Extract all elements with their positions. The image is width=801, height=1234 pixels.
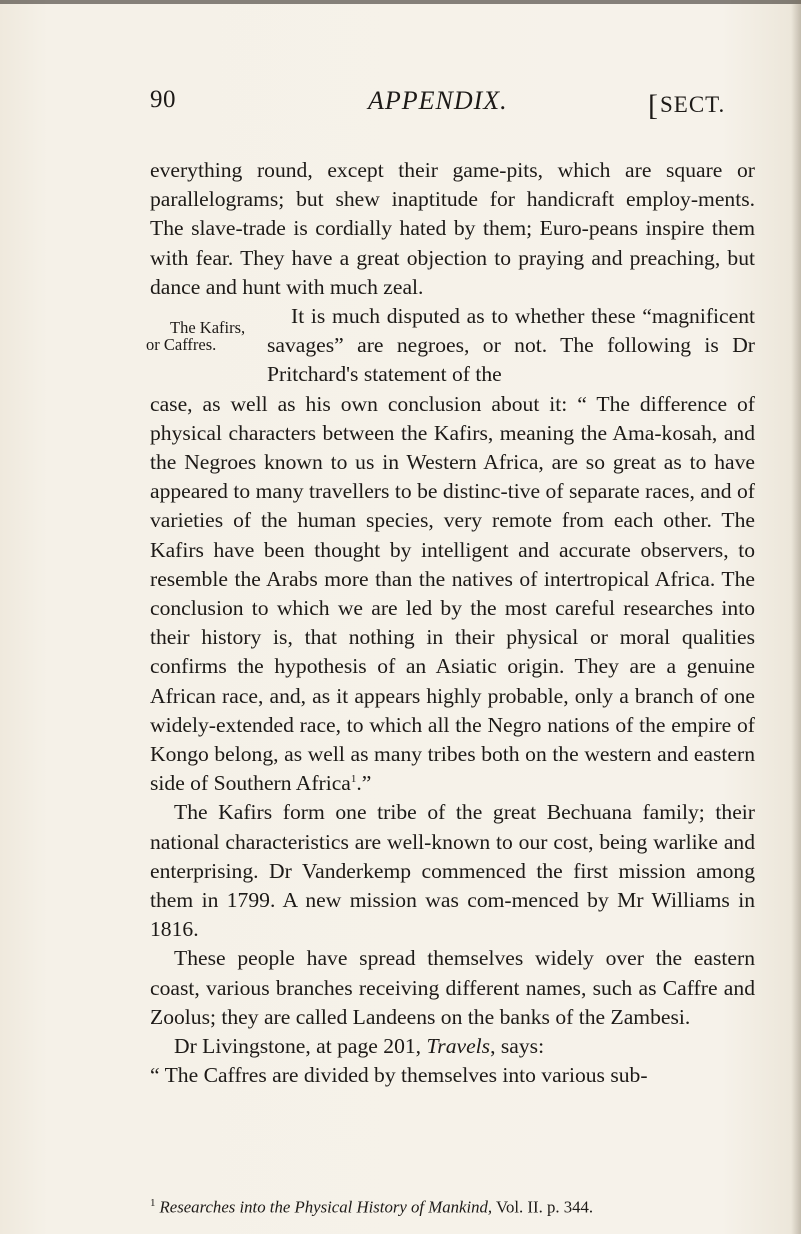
paragraph-3: The Kafirs form one tribe of the great Bechuana family; their national characteristics are well-known to our cost, being warlike and enterprising. Dr Vanderkemp commenced the first mission among them in 1799. A new mission was com-menced by Mr Williams in 1816. xyxy=(150,800,755,942)
section-text: SECT. xyxy=(660,92,726,117)
side-note: The Kafirs, or Caffres. xyxy=(146,318,246,355)
paragraph-2-marginal xyxy=(146,302,755,390)
paragraph-5 xyxy=(150,1032,755,1061)
paragraph-2-end: .” xyxy=(356,771,372,796)
page-number: 90 xyxy=(150,86,176,113)
footnote-mark: 1 xyxy=(150,1197,156,1209)
paragraph-5-title: Travels xyxy=(426,1034,491,1059)
footnote xyxy=(150,1192,755,1219)
footnote-rest: Vol. II. p. 344. xyxy=(492,1197,594,1217)
paragraph-6: “ The Caffres are divided by themselves into various sub- xyxy=(150,1063,648,1088)
paragraph-1: everything round, except their game-pits, which are square or parallelograms; but shew inaptitude for handicraft employ-ments. The slave-trade is cordially hated by them; Euro-peans inspire them with fear. They have a great objection to praying and preaching, but dance and hunt with much zeal. xyxy=(150,158,755,299)
paragraph-2-marginal-text: It is much disputed as to whether these “magnificent savages” are negroes, or not. The following is Dr Pritchard's statement of the xyxy=(267,304,755,387)
page-header xyxy=(150,86,740,126)
page-top-edge xyxy=(0,0,801,4)
paragraph-2-text: case, as well as his own conclusion about it: “ The difference of physical characters between the Kafirs, meaning the Ama-kosah, and the Negroes known to us in Western Africa, are so great as to have appeared to many travellers to be distinc-tive of separate races, and of varieties of the human species, very remote from each other. The Kafirs have been thought by intelligent and accurate observers, to resemble the Arabs more than the natives of intertropical Africa. The conclusion to which we are led by the most careful researches into their history is, that nothing in their physical or moral qualities confirms the hypothesis of an Asiatic origin. They are a genuine African race, and, as it appears highly probable, only a branch of one widely-extended race, to which all the Negro nations of the empire of Kongo belong, as well as many tribes both on the western and eastern side of Southern Africa xyxy=(150,391,755,796)
section-label xyxy=(648,86,725,120)
footnote-reference: 1 xyxy=(350,773,357,786)
body-text xyxy=(146,156,755,1091)
paragraph-5-end: , says: xyxy=(490,1034,545,1059)
section-bracket: [ xyxy=(648,89,659,122)
page-right-edge xyxy=(791,0,801,1234)
paragraph-2 xyxy=(150,390,755,799)
paragraph-5-start: Dr Livingstone, at page 201, xyxy=(174,1034,427,1059)
footnote-title: Researches into the Physical History of Mankind, xyxy=(159,1197,493,1217)
running-head: APPENDIX. xyxy=(368,86,508,115)
paragraph-4: These people have spread themselves widely over the eastern coast, various branches receiving different names, such as Caffre and Zoolus; they are called Landeens on the banks of the Zambesi. xyxy=(150,946,755,1029)
